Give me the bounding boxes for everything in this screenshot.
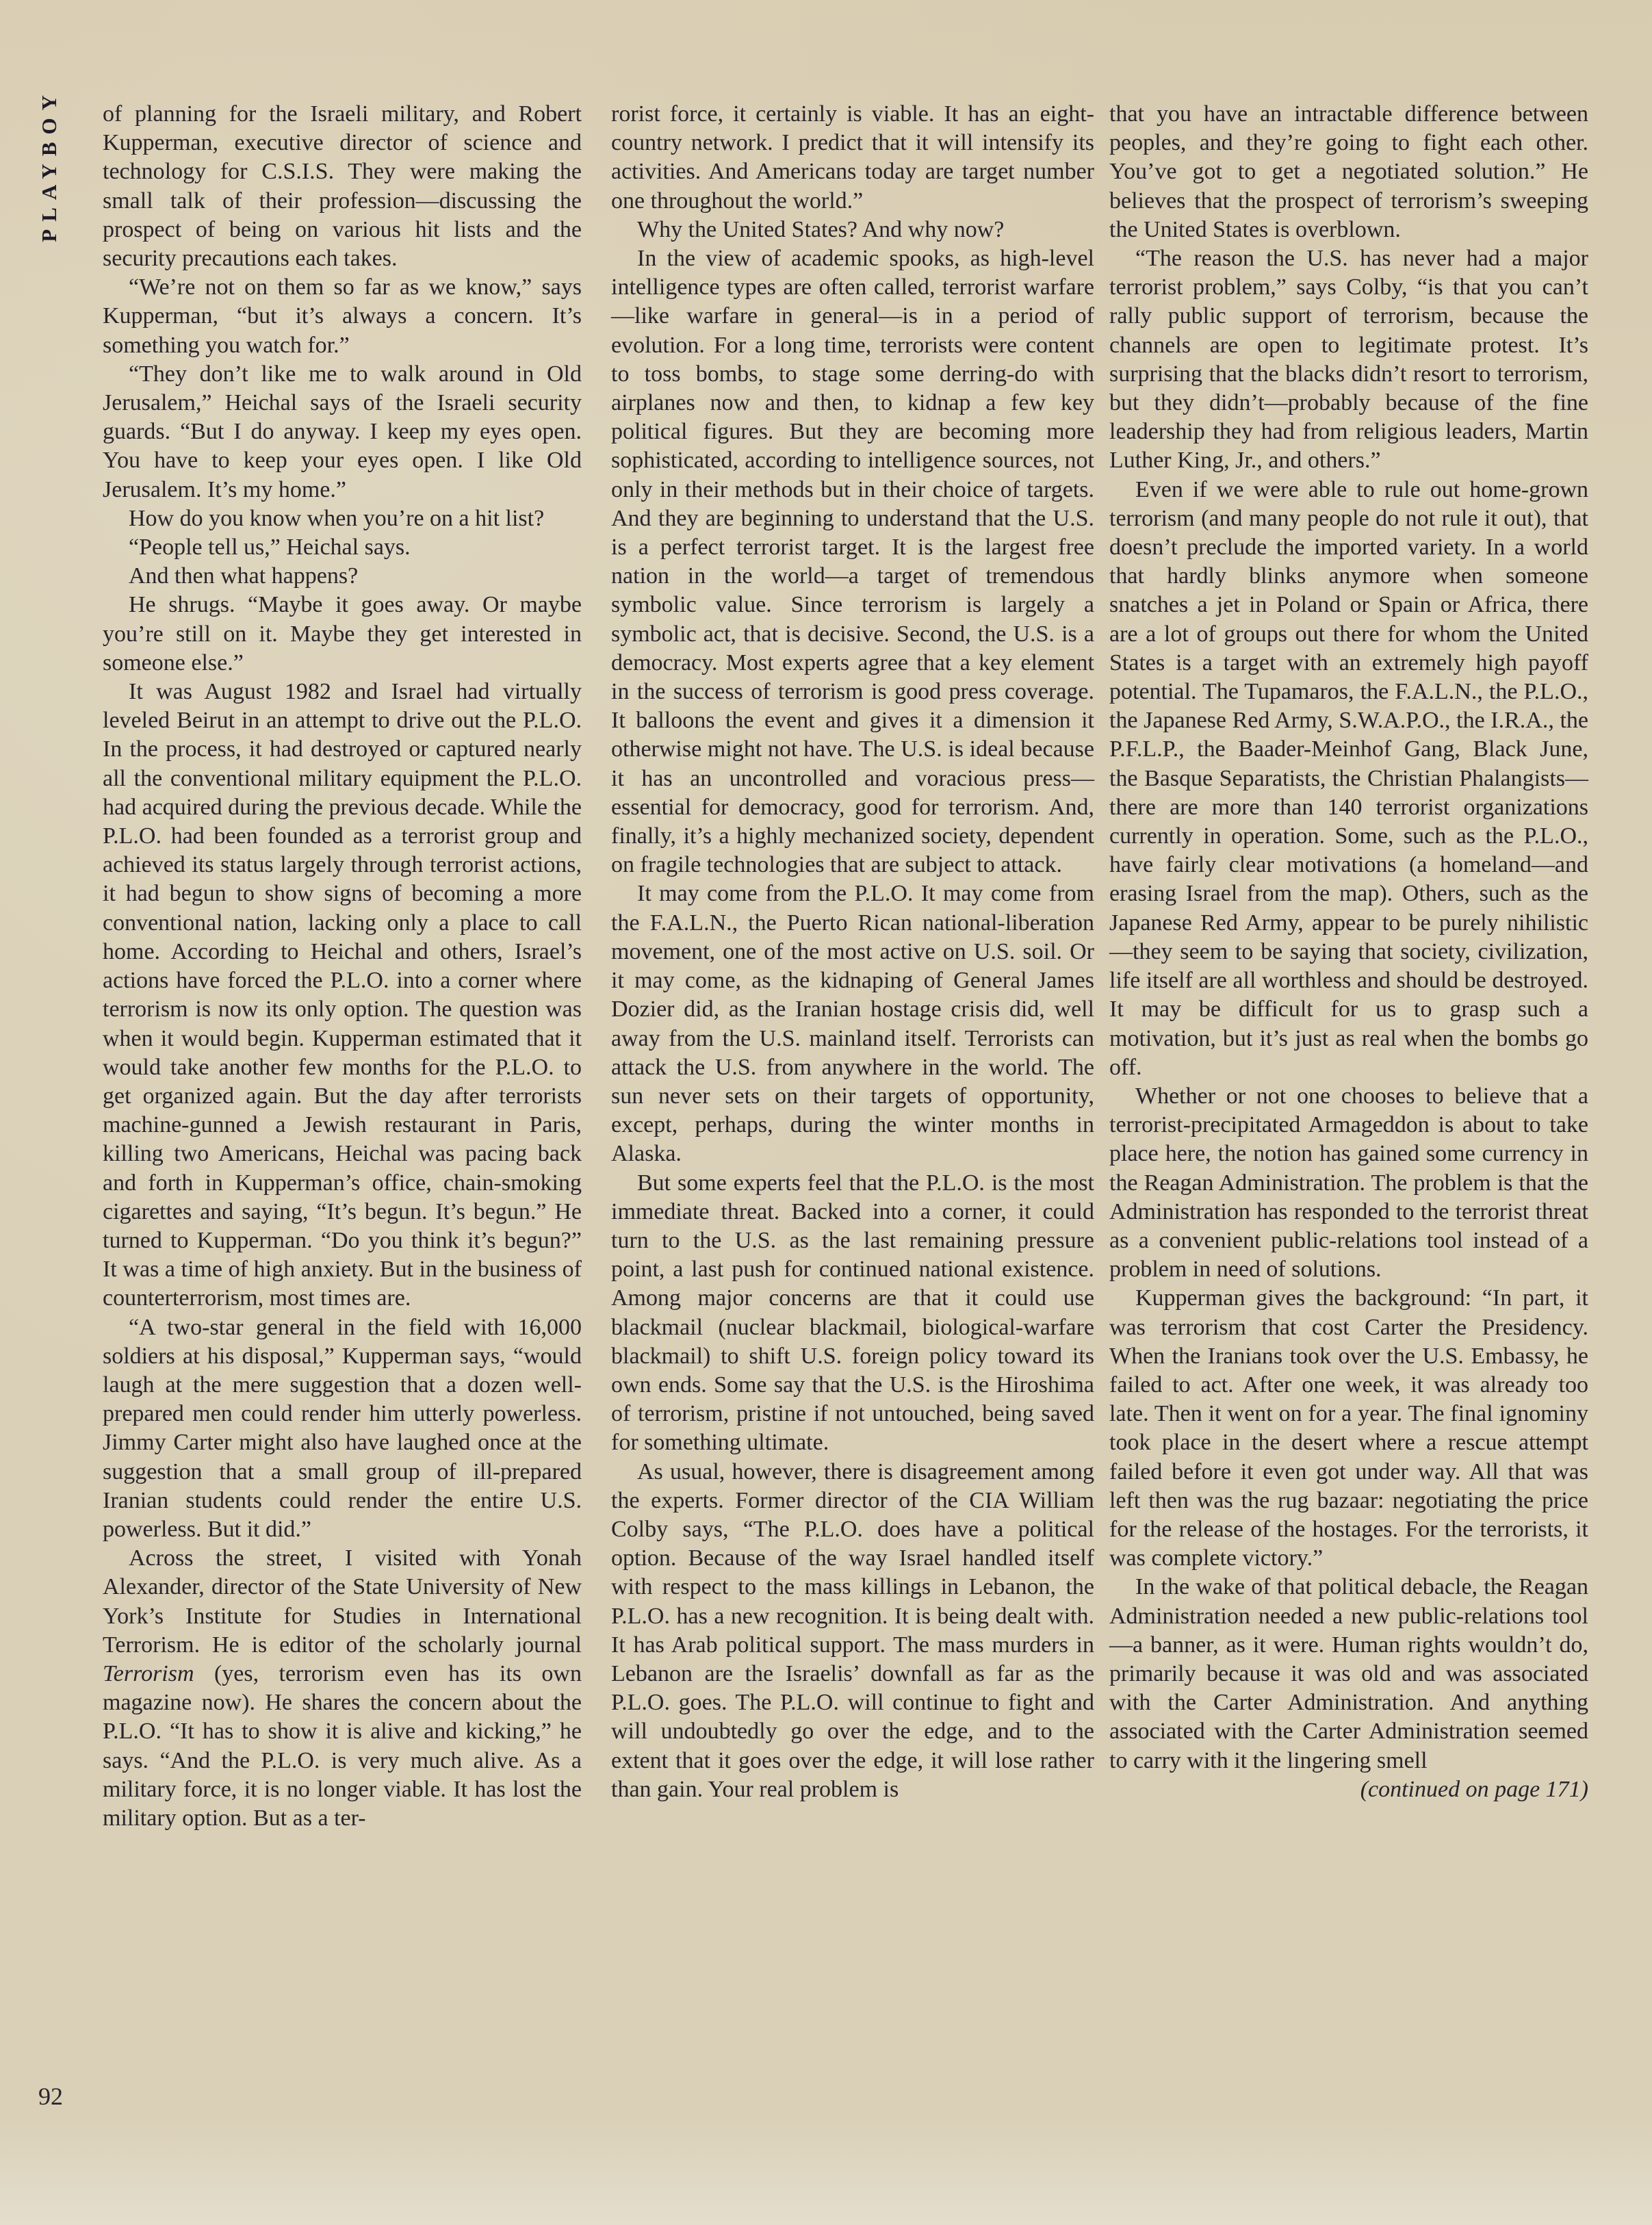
text-column-3	[1109, 100, 1588, 1804]
paragraph: “We’re not on them so far as we know,” says Kupperman, “but it’s always a concern. It’s something you watch for.”	[103, 274, 582, 358]
paragraph: rorist force, it certainly is viable. It has an eight-country network. I predict that it will intensify its activities. And Americans today are target number one throughout the world.”	[611, 101, 1094, 214]
text-column-2	[611, 100, 1094, 1804]
paragraph: It was August 1982 and Israel had virtually leveled Beirut in an attempt to drive out the P.L.O. In the process, it had destroyed or captured nearly all the conventional military equipment the P.L.O. had acquired during the previous decade. While the P.L.O. had been founded as a terrorist group and achieved its status largely through terrorist actions, it had begun to show signs of becoming a more conventional nation, lacking only a place to call home. According to Heichal and others, Israel’s actions have forced the P.L.O. into a corner where terrorism is now its only option. The question was when it would begin. Kupperman estimated that it would take another few months for the P.L.O. to get organized again. But the day after terrorists machine-gunned a Jewish restaurant in Paris, killing two Americans, Heichal was pacing back and forth in Kupperman’s office, chain-smoking cigarettes and saying, “It’s begun. It’s begun.” He turned to Kupperman. “Do you think it’s begun?” It was a time of high anxiety. But in the business of counterterrorism, most times are.	[103, 679, 582, 1311]
paragraph: Across the street, I visited with Yonah Alexander, director of the State University of New York’s Institute for Studies in International Terrorism. He is editor of the scholarly journal Terrorism (yes, terrorism even has its own magazine now). He shares the concern about the P.L.O. “It has to show it is alive and kicking,” he says. “And the P.L.O. is very much alive. As a military force, it is no longer viable. It has lost the military option. But as a ter-	[103, 1545, 582, 1831]
paragraph: And then what happens?	[129, 563, 359, 589]
magazine-folio: PLAYBOY	[37, 88, 61, 242]
text-column-1	[103, 100, 582, 1833]
paragraph: “People tell us,” Heichal says.	[129, 535, 411, 561]
paragraph: How do you know when you’re on a hit list?	[129, 505, 545, 531]
page-number: 92	[38, 2083, 63, 2110]
paragraph: In the wake of that political debacle, the Reagan Administration needed a new public-relations tool—a banner, as it were. Human rights wouldn’t do, primarily because it was old and was associated with the Carter Administration. And anything associated with the Carter Administration seemed to carry with it the lingering smell	[1109, 1574, 1588, 1773]
paragraph: that you have an intractable difference between peoples, and they’re going to fight each other. You’ve got to get a negotiated solution.” He believes that the prospect of terrorism’s sweeping the United States is overblown.	[1109, 101, 1588, 242]
paragraph: “They don’t like me to walk around in Old Jerusalem,” Heichal says of the Israeli security guards. “But I do anyway. I keep my eyes open. You have to keep your eyes open. I like Old Jerusalem. It’s my home.”	[103, 361, 582, 502]
paragraph: In the view of academic spooks, as high-level intelligence types are often called, terrorist warfare—like warfare in general—is in a period of evolution. For a long time, terrorists were content to toss bombs, to stage some derring-do with airplanes now and then, to kidnap a few key political figures. But they are becoming more sophisticated, according to intelligence sources, not only in their methods but in their choice of targets. And they are beginning to understand that the U.S. is a perfect terrorist target. It is the largest free nation in the world—a target of tremendous symbolic value. Since terrorism is largely a symbolic act, that is decisive. Second, the U.S. is a democracy. Most experts agree that a key element in the success of terrorism is good press coverage. It balloons the event and gives it a dimension it otherwise might not have. The U.S. is ideal because it has an uncontrolled and voracious press—essential for democracy, good for terrorism. And, finally, it’s a highly mechanized society, dependent on fragile technologies that are subject to attack.	[611, 246, 1094, 878]
paragraph: Why the United States? And why now?	[637, 216, 1005, 242]
paragraph: As usual, however, there is disagreement among the experts. Former director of the CIA William Colby says, “The P.L.O. does have a political option. Because of the way Israel handled itself with respect to the mass killings in Lebanon, the P.L.O. has a new recognition. It is being dealt with. It has Arab political support. The mass murders in Lebanon are the Israelis’ downfall as far as the P.L.O. goes. The P.L.O. will continue to fight and will undoubtedly go over the edge, and to the extent that it goes over the edge, it will lose rather than gain. Your real problem is	[611, 1458, 1094, 1802]
paragraph: But some experts feel that the P.L.O. is the most immediate threat. Backed into a corner, it could turn to the U.S. as the last remaining pressure point, a last push for continued national existence. Among major concerns are that it could use blackmail (nuclear blackmail, biological-warfare blackmail) to shift U.S. foreign policy toward its own ends. Some say that the U.S. is the Hiroshima of terrorism, pristine if not untouched, being saved for something ultimate.	[611, 1170, 1094, 1456]
paragraph: He shrugs. “Maybe it goes away. Or maybe you’re still on it. Maybe they get interested in someone else.”	[103, 592, 582, 676]
paragraph: Whether or not one chooses to believe that a terrorist-precipitated Armageddon is about to take place here, the notion has gained some currency in the Reagan Administration. The problem is that the Administration has responded to the terrorist threat as a convenient public-relations tool instead of a problem in need of solutions.	[1109, 1083, 1588, 1283]
paragraph: It may come from the P.L.O. It may come from the F.A.L.N., the Puerto Rican national-liberation movement, one of the most active on U.S. soil. Or it may come, as the kidnaping of General James Dozier did, as the Iranian hostage crisis did, well away from the U.S. mainland itself. Terrorists can attack the U.S. from anywhere in the world. The sun never sets on their targets of opportunity, except, perhaps, during the winter months in Alaska.	[611, 881, 1094, 1167]
paragraph: “A two-star general in the field with 16,000 soldiers at his disposal,” Kupperman says, “would laugh at the mere suggestion that a dozen well-prepared men could render him utterly powerless. Jimmy Carter might also have laughed once at the suggestion that a small group of ill-prepared Iranian students could render the entire U.S. powerless. But it did.”	[103, 1314, 582, 1542]
paragraph: of planning for the Israeli military, and Robert Kupperman, executive director of science and technology for C.S.I.S. They were making the small talk of their profession—discussing the prospect of being on various hit lists and the security precautions each takes.	[103, 101, 582, 272]
paragraph: Even if we were able to rule out home-grown terrorism (and many people do not rule it out), that doesn’t preclude the imported variety. In a world that hardly blinks anymore when someone snatches a jet in Poland or Spain or Africa, there are a lot of groups out there for whom the United States is a target with an extremely high payoff potential. The Tupamaros, the F.A.L.N., the P.L.O., the Japanese Red Army, S.W.A.P.O., the I.R.A., the P.F.L.P., the Baader-Meinhof Gang, Black June, the Basque Separatists, the Christian Phalangists—there are more than 140 terrorist organizations currently in operation. Some, such as the P.L.O., have fairly clear motivations (a homeland—and erasing Israel from the map). Others, such as the Japanese Red Army, appear to be purely nihilistic—they seem to be saying that society, civilization, life itself are all worthless and should be destroyed. It may be difficult for us to grasp such a motivation, but it’s just as real when the bombs go off.	[1109, 476, 1588, 1080]
paragraph: (continued on page 171)	[1360, 1776, 1588, 1802]
paragraph: “The reason the U.S. has never had a major terrorist problem,” says Colby, “is that you can’t rally public support of terrorism, because the channels are open to legitimate protest. It’s surprising that the blacks didn’t resort to terrorism, but they didn’t—probably because of the fine leadership they had from religious leaders, Martin Luther King, Jr., and others.”	[1109, 246, 1588, 474]
paragraph: Kupperman gives the background: “In part, it was terrorism that cost Carter the Presidency. When the Iranians took over the U.S. Embassy, he failed to act. After one week, it was already too late. Then it went on for a year. The final ignominy took place in the desert where a rescue attempt failed before it even got under way. All that was left then was the rug bazaar: negotiating the price for the release of the hostages. For the terrorists, it was complete victory.”	[1109, 1285, 1588, 1571]
